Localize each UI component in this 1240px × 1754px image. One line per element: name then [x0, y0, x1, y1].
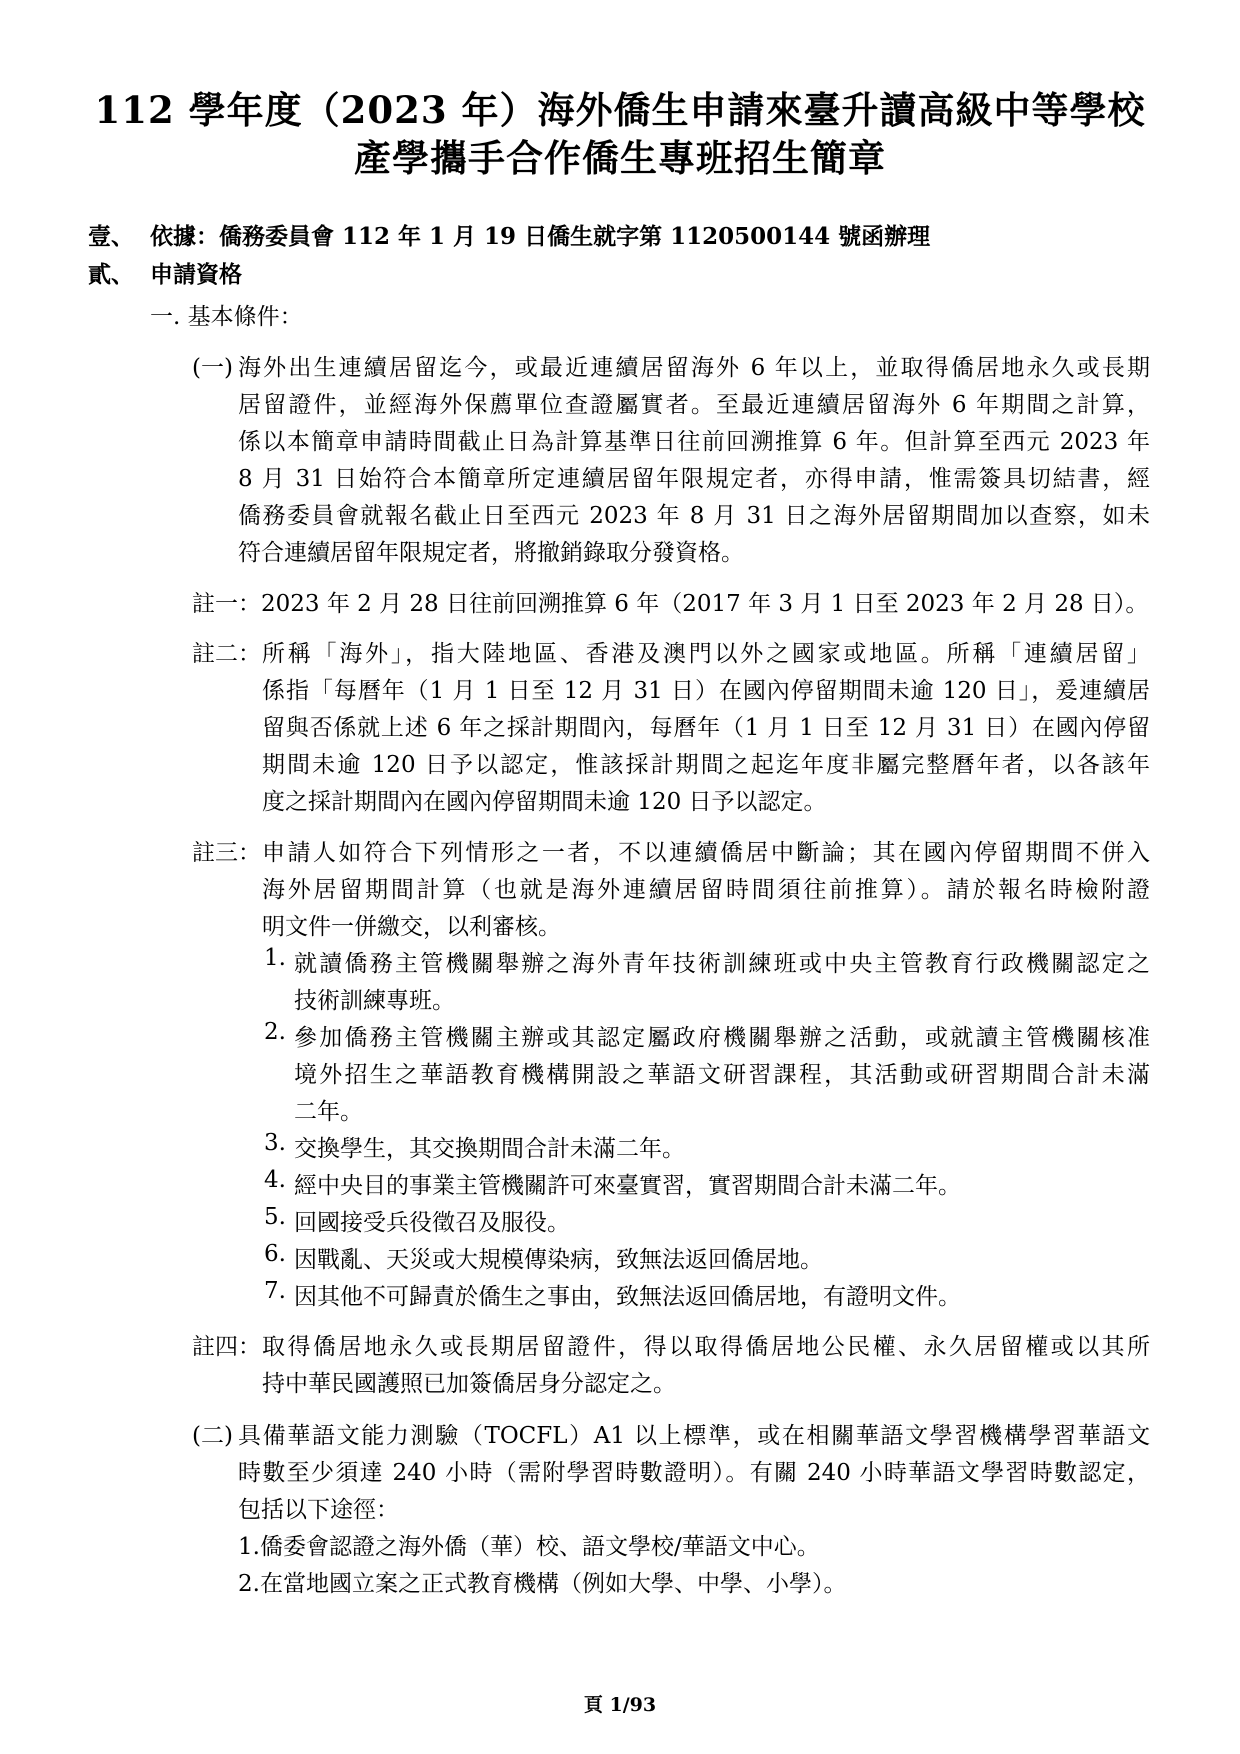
note-2-line: 所稱「海外」，指大陸地區、香港及澳門以外之國家或地區。所稱「連續居留」: [262, 641, 1150, 667]
page-number: 頁 1/93: [583, 1694, 657, 1716]
note-3-item-number: 2.: [264, 1019, 286, 1045]
note-1: 註一：2023 年 2 月 28 日往前回溯推算 6 年（2017 年 3 月 1 日至 2023 年 2 月 28 日）。: [192, 591, 1149, 617]
note-3-item-line: 交換學生，其交換期間合計未滿二年。: [294, 1136, 685, 1162]
note-3-item-line: 參加僑務主管機關主辦或其認定屬政府機關舉辦之活動，或就讀主管機關核准: [294, 1025, 1150, 1051]
item-2-path: 2.在當地國立案之正式教育機構（例如大學、中學、小學）。: [238, 1571, 847, 1597]
item-2-label: (二): [192, 1423, 233, 1449]
note-3-item-number: 7.: [264, 1278, 286, 1304]
note-3-item-number: 5.: [264, 1204, 286, 1230]
note-3-item-number: 6.: [264, 1241, 286, 1267]
note-3-line: 海外居留期間計算（也就是海外連續居留時間須往前推算）。請於報名時檢附證: [262, 877, 1150, 903]
document-title-line-2: 產學攜手合作僑生專班招生簡章: [354, 136, 886, 180]
note-2-line: 留與否係就上述 6 年之採計期間內，每曆年（1 月 1 日至 12 月 31 日）在國內停留: [262, 715, 1150, 741]
note-3-label: 註三：: [192, 840, 261, 866]
section-2-text: 申請資格: [150, 261, 242, 288]
item-1-line: 係以本簡章申請時間截止日為計算基準日往前回溯推算 6 年。但計算至西元 2023 年: [238, 429, 1150, 455]
note-2-line: 期間未逾 120 日予以認定，惟該採計期間之起迄年度非屬完整曆年者，以各該年: [262, 752, 1150, 778]
note-2-line: 係指「每曆年（1 月 1 日至 12 月 31 日）在國內停留期間未逾 120 日」，爰連續居: [262, 678, 1150, 704]
subsection-basic-conditions: 一. 基本條件：: [150, 304, 303, 330]
section-1-text: 依據：僑務委員會 112 年 1 月 19 日僑生就字第 1120500144 號函辦理: [150, 223, 931, 250]
note-3-item-number: 1.: [264, 945, 286, 971]
note-3-item-line: 因戰亂、天災或大規模傳染病，致無法返回僑居地。: [294, 1247, 823, 1273]
section-2-label: 貳、: [88, 261, 134, 288]
note-4-label: 註四：: [192, 1334, 261, 1360]
note-3-item-line: 境外招生之華語教育機構開設之華語文研習課程，其活動或研習期間合計未滿: [294, 1062, 1150, 1088]
note-3-item-line: 就讀僑務主管機關舉辦之海外青年技術訓練班或中央主管教育行政機關認定之: [294, 951, 1150, 977]
note-3-line: 明文件一併繳交，以利審核。: [262, 914, 561, 940]
note-3-item-number: 4.: [264, 1167, 286, 1193]
note-3-item-line: 回國接受兵役徵召及服役。: [294, 1210, 570, 1236]
item-1-line: 符合連續居留年限規定者，將撤銷錄取分發資格。: [238, 540, 744, 566]
note-3-item-line: 技術訓練專班。: [294, 988, 455, 1014]
note-4-line: 持中華民國護照已加簽僑居身分認定之。: [262, 1371, 676, 1397]
item-2-path: 1.僑委會認證之海外僑（華）校、語文學校/華語文中心。: [238, 1534, 820, 1560]
note-2-label: 註二：: [192, 641, 261, 667]
item-2-line: 時數至少須達 240 小時（需附學習時數證明）。有關 240 小時華語文學習時數認定，: [238, 1460, 1150, 1486]
item-1-line: 居留證件，並經海外保薦單位查證屬實者。至最近連續居留海外 6 年期間之計算，: [238, 392, 1150, 418]
item-1-line: 8 月 31 日始符合本簡章所定連續居留年限規定者，亦得申請，惟需簽具切結書，經: [238, 466, 1150, 492]
item-1-line: 僑務委員會就報名截止日至西元 2023 年 8 月 31 日之海外居留期間加以查察，如未: [238, 503, 1150, 529]
section-1-label: 壹、: [88, 223, 134, 250]
note-3-item-number: 3.: [264, 1130, 286, 1156]
note-3-line: 申請人如符合下列情形之一者，不以連續僑居中斷論；其在國內停留期間不併入: [262, 840, 1150, 866]
item-1-label: (一): [192, 355, 233, 381]
item-2-line: 包括以下途徑：: [238, 1497, 399, 1523]
document-title-line-1: 112 學年度（2023 年）海外僑生申請來臺升讀高級中等學校: [94, 88, 1146, 132]
note-4-line: 取得僑居地永久或長期居留證件，得以取得僑居地公民權、永久居留權或以其所: [262, 1334, 1150, 1360]
note-3-item-line: 因其他不可歸責於僑生之事由，致無法返回僑居地，有證明文件。: [294, 1284, 961, 1310]
note-2-line: 度之採計期間內在國內停留期間未逾 120 日予以認定。: [262, 789, 827, 815]
item-2-line: 具備華語文能力測驗（TOCFL）A1 以上標準，或在相關華語文學習機構學習華語文: [238, 1423, 1150, 1449]
note-3-item-line: 經中央目的事業主管機關許可來臺實習，實習期間合計未滿二年。: [294, 1173, 961, 1199]
note-3-item-line: 二年。: [294, 1099, 363, 1125]
item-1-line: 海外出生連續居留迄今，或最近連續居留海外 6 年以上，並取得僑居地永久或長期: [238, 355, 1150, 381]
